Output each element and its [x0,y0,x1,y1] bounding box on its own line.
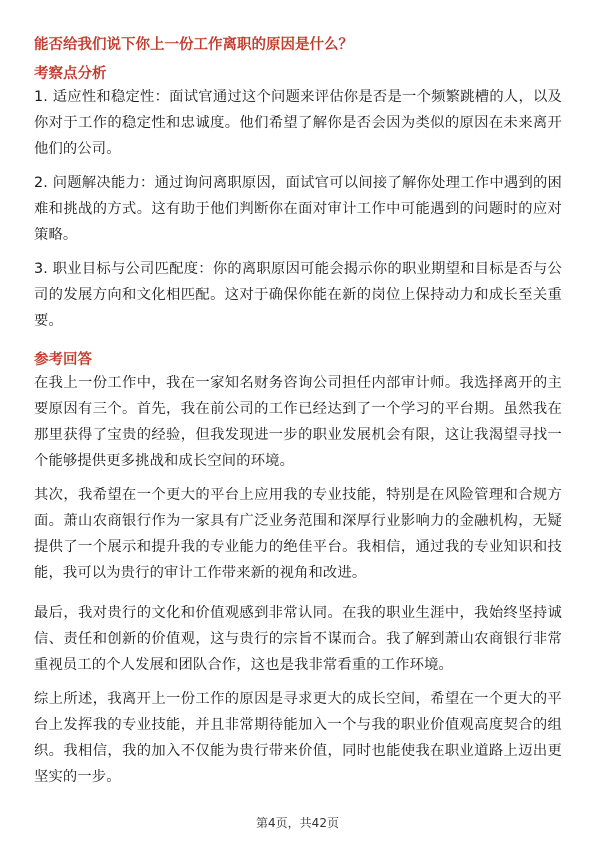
page-number: 第4页，共42页 [256,816,339,830]
answer-paragraph: 最后，我对贵行的文化和价值观感到非常认同。在我的职业生涯中，我始终坚持诚信、责任和创新的价值观，这与贵行的宗旨不谋而合。我了解到萧山农商银行非常重视员工的个人发展和团队合作，这也是我非常看重的工作环境。 [34,605,562,673]
analysis-point: 3. 职业目标与公司匹配度：你的离职原因可能会揭示你的职业期望和目标是否与公司的发展方向和文化相匹配。这对于确保你能在新的岗位上保持动力和成长至关重要。 [34,261,562,329]
analysis-point: 2. 问题解决能力：通过询问离职原因，面试官可以间接了解你处理工作中遇到的困难和挑战的方式。这有助于他们判断你在面对审计工作中可能遇到的问题时的应对策略。 [34,175,562,243]
answer-heading: 参考回答 [34,352,92,368]
answer-paragraph: 综上所述，我离开上一份工作的原因是寻求更大的成长空间，希望在一个更大的平台上发挥我的专业技能，并且非常期待能加入一个与我的职业价值观高度契合的组织。我相信，我的加入不仅能为贵行带来价值，同时也能使我在职业道路上迈出更坚实的一步。 [34,691,562,785]
analysis-heading: 考察点分析 [34,66,107,82]
answer-paragraph: 在我上一份工作中，我在一家知名财务咨询公司担任内部审计师。我选择离开的主要原因有三个。首先，我在前公司的工作已经达到了一个学习的平台期。虽然我在那里获得了宝贵的经验，但我发现进一步的职业发展机会有限，这让我渴望寻找一个能够提供更多挑战和成长空间的环境。 [34,375,562,469]
answer-paragraph: 其次，我希望在一个更大的平台上应用我的专业技能，特别是在风险管理和合规方面。萧山农商银行作为一家具有广泛业务范围和深厚行业影响力的金融机构，无疑提供了一个展示和提升我的专业能力的绝佳平台。我相信，通过我的专业知识和技能，我可以为贵行的审计工作带来新的视角和改进。 [34,487,562,581]
question-title: 能否给我们说下你上一份工作离职的原因是什么？ [34,37,353,53]
analysis-point: 1. 适应性和稳定性：面试官通过这个问题来评估你是否是一个频繁跳槽的人，以及你对于工作的稳定性和忠诚度。他们希望了解你是否会因为类似的原因在未来离开他们的公司。 [34,89,562,157]
